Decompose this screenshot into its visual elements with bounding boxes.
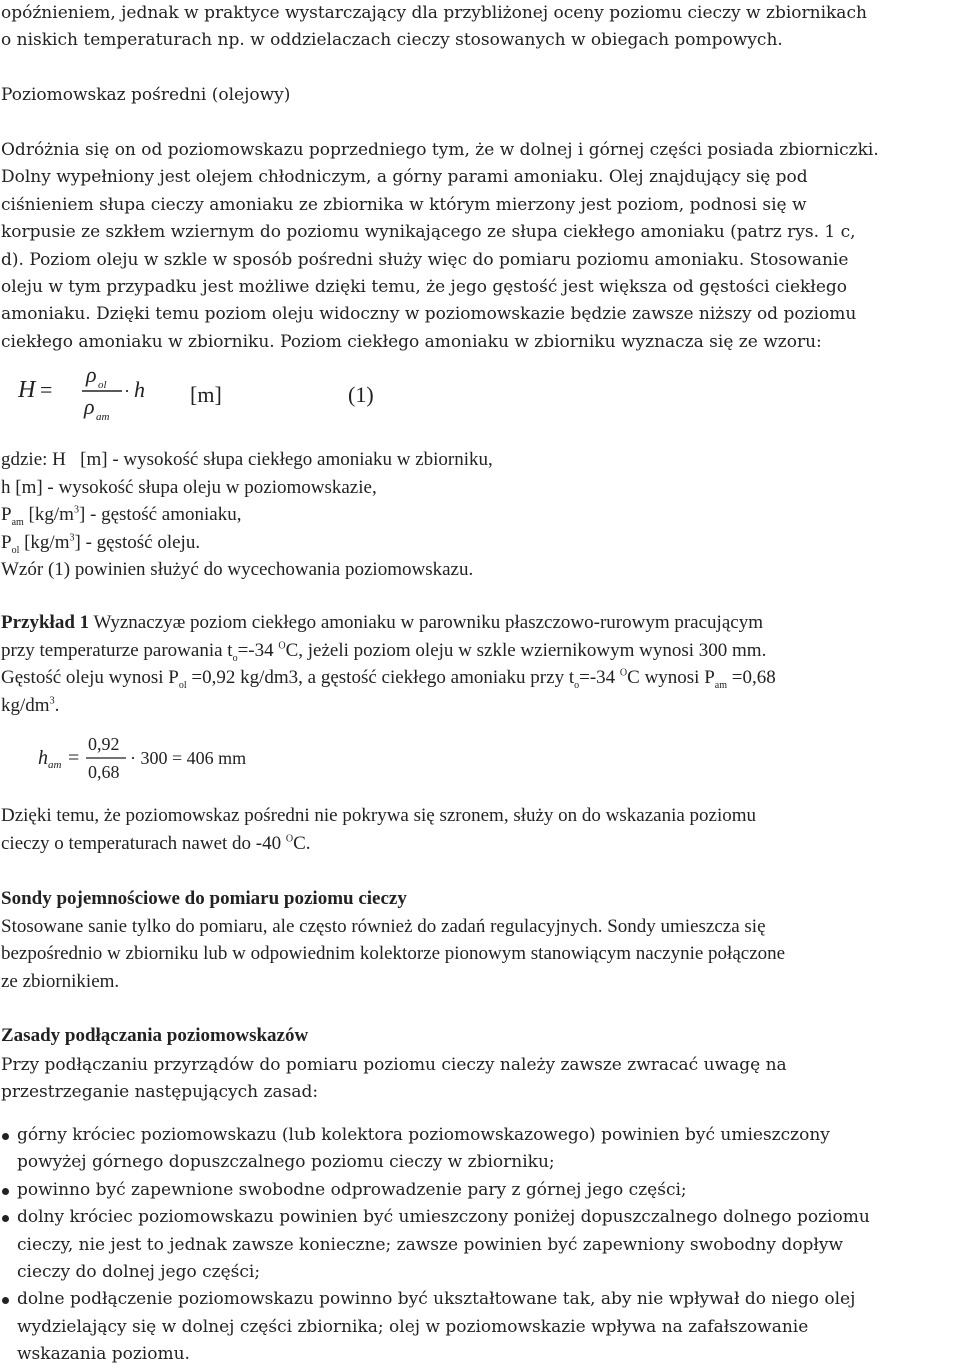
section3-line: Przy podłączaniu przyrządów do pomiaru poziomu cieczy należy zawsze zwracać uwagę na: [1, 1054, 787, 1075]
example-label: Przykład 1: [1, 612, 90, 633]
text: P: [1, 504, 12, 525]
formula-num: ρ: [86, 362, 97, 387]
where-line-2: h [m] - wysokość słupa oleju w poziomowskazie,: [1, 476, 377, 498]
text: C, jeżeli poziom oleju w szkle wziernikowym wynosi 300 mm.: [285, 639, 767, 661]
section1-paragraph: [1, 137, 959, 356]
text: ] - gęstość oleju.: [74, 531, 201, 553]
where-line-3: [1, 501, 959, 529]
section2-line: Stosowane sanie tylko do pomiaru, ale często również do zadań regulacyjnych. Sondy umieszcza się: [1, 915, 766, 937]
text: .: [54, 694, 60, 716]
example-line-3: [1, 664, 959, 692]
intro-line-2: o niskich temperaturach np. w oddzielaczach cieczy stosowanych w obiegach pompowych.: [1, 30, 783, 51]
heading-text: Poziomowskaz pośredni (olejowy): [1, 85, 291, 105]
where-line-1: gdzie: H [m] - wysokość słupa ciekłego amoniaku w zbiorniku,: [1, 449, 493, 470]
bullet-icon: [2, 1215, 9, 1222]
text: =0,68: [727, 667, 776, 688]
formula-den: ρ: [84, 394, 95, 419]
formula-1-svg: [18, 362, 398, 426]
para-line: ciśnieniem słupa cieczy amoniaku ze zbiornika w którym mierzony jest poziom, podnosi się w: [1, 194, 807, 215]
sub: am: [714, 679, 727, 691]
list-item-line: cieczy, nie jest to jednak zawsze konieczne; zawsze powinien być zapewniony swobodny dopływ: [17, 1234, 844, 1255]
where-block: [1, 446, 959, 584]
formula-unit: [m]: [190, 382, 222, 407]
intro-line-1: opóźnieniem, jednak w praktyce wystarczający dla przybliżonej oceny poziomu cieczy w zbiornikach: [1, 3, 867, 23]
section-heading-olejowy: [1, 82, 959, 109]
list-item-line: powinno być zapewnione swobodne odprowadzenie pary z górnej jego części;: [17, 1179, 687, 1200]
text: C wynosi P: [627, 667, 715, 688]
formula2-eq: =: [68, 747, 80, 769]
after-line-1: Dzięki temu, że poziomowskaz pośredni nie pokrywa się szronem, służy on do wskazania poziomu: [1, 805, 757, 826]
formula-eq: =: [40, 377, 53, 402]
list-item-line: wskazania poziomu.: [17, 1344, 190, 1365]
formula2-lhs: h: [38, 747, 48, 769]
after-paragraph: [1, 802, 959, 857]
example-block: [1, 609, 959, 719]
text: cieczy o temperaturach nawet do -40: [1, 832, 286, 854]
sup: 3: [49, 695, 55, 707]
sub: ol: [178, 679, 187, 691]
example-line-2: [1, 637, 959, 665]
bullet-list: [1, 1122, 959, 1369]
section2-line: bezpośrednio w zbiorniku lub w odpowiednim kolektorze pionowym stanowiącym naczynie połączone: [1, 943, 786, 964]
list-item-line: powyżej górnego dopuszczalnego poziomu cieczy w zbiorniku;: [17, 1152, 555, 1173]
text: C.: [293, 832, 311, 854]
formula-den-sub: am: [96, 411, 110, 423]
list-item-line: górny króciec poziomowskazu (lub kolektora poziomowskazowego) powinien być umieszczony: [17, 1125, 830, 1145]
formula-2: [38, 734, 298, 786]
text: ] - gęstość amoniaku,: [78, 504, 242, 525]
text: Wyznaczyæ poziom ciekłego amoniaku w parowniku płaszczowo-rurowym pracującym: [89, 612, 763, 633]
after-line-2: [1, 830, 959, 858]
formula2-num: 0,92: [88, 734, 120, 754]
sup: O: [619, 667, 628, 679]
para-line: oleju w tym przypadku jest możliwe dzięki temu, że jego gęstość jest większa od gęstości ciekłego: [1, 277, 847, 298]
section-sondy: [1, 885, 959, 995]
where-line-4: [1, 529, 959, 557]
formula2-rest: · 300 = 406 mm: [130, 748, 247, 768]
section3-line: przestrzeganie następujących zasad:: [1, 1081, 319, 1102]
text: =-34: [579, 667, 620, 688]
formula-dot: ·: [124, 381, 130, 401]
list-item-line: wydzielający się w dolnej części zbiornika; olej w poziomowskazie wpływa na zafałszowanie: [17, 1316, 809, 1337]
para-line: Dolny wypełniony jest olejem chłodniczym, a górny parami amoniaku. Olej znajdujący się pod: [1, 167, 808, 188]
list-item: [1, 1177, 959, 1204]
list-item-line: cieczy do dolnej jego części;: [17, 1262, 261, 1283]
text: przy temperaturze parowania t: [1, 639, 233, 661]
sub: o: [232, 652, 238, 664]
section2-line: ze zbiornikiem.: [1, 970, 120, 992]
para-line: Odróżnia się on od poziomowskazu poprzedniego tym, że w dolnej i górnej części posiada zbiorniczki.: [1, 140, 879, 160]
formula-1: [18, 362, 398, 426]
formula-2-svg: [38, 734, 298, 786]
para-line: amoniaku. Dzięki temu poziom oleju widoczny w poziomowskazie będzie zawsze niższy od poziomu: [1, 304, 857, 325]
text: =0,92 kg/dm3, a gęstość ciekłego amoniaku przy t: [186, 667, 575, 688]
text: P: [1, 531, 12, 553]
text: Gęstość oleju wynosi P: [1, 667, 179, 688]
where-line-5: Wzór (1) powinien służyć do wycechowania poziomowskazu.: [1, 559, 474, 580]
sub: o: [574, 679, 580, 691]
list-item: [1, 1122, 959, 1177]
example-line-4: [1, 692, 959, 720]
formula2-den: 0,68: [88, 762, 120, 782]
sub: ol: [11, 544, 20, 556]
sup: O: [278, 640, 286, 652]
formula-number: (1): [348, 382, 374, 407]
section-zasady: [1, 1022, 959, 1106]
formula-lhs: H: [18, 377, 36, 403]
sub: am: [11, 516, 24, 528]
formula2-lhs-sub: am: [48, 759, 62, 771]
bullet-icon: [2, 1297, 9, 1304]
para-line: d). Poziom oleju w szkle w sposób pośredni służy więc do pomiaru poziomu amoniaku. Stosowanie: [1, 249, 849, 270]
section3-heading: Zasady podłączania poziomowskazów: [1, 1025, 309, 1046]
text: =-34: [237, 639, 279, 661]
para-line: ciekłego amoniaku w zbiorniku. Poziom ciekłego amoniaku w zbiorniku wyznacza się ze wzoru:: [1, 331, 822, 352]
list-item-line: dolny króciec poziomowskazu powinien być umieszczony poniżej dopuszczalnego dolnego poziomu: [17, 1207, 870, 1228]
para-line: korpusie ze szkłem wziernym do poziomu wynikającego ze słupa ciekłego amoniaku (patrz rys. 1 c,: [1, 222, 856, 243]
bullets: [1, 1122, 959, 1369]
text: [kg/m: [19, 531, 70, 553]
list-item-line: dolne podłączenie poziomowskazu powinno być ukształtowane tak, aby nie wpływał do niego olej: [17, 1289, 856, 1310]
text: [kg/m: [23, 504, 74, 525]
list-item: [1, 1204, 959, 1286]
intro-paragraph: [1, 0, 959, 55]
sup: O: [285, 833, 294, 845]
text: kg/dm: [1, 694, 50, 716]
bullet-icon: [2, 1133, 9, 1140]
list-item: [1, 1286, 959, 1368]
sup: 3: [69, 532, 75, 544]
section2-heading: Sondy pojemnościowe do pomiaru poziomu cieczy: [1, 888, 407, 909]
formula-num-sub: ol: [98, 379, 107, 391]
sup: 3: [73, 504, 79, 516]
bullet-icon: [2, 1188, 9, 1195]
example-line-1: [1, 609, 959, 637]
formula-h: h: [134, 377, 145, 402]
